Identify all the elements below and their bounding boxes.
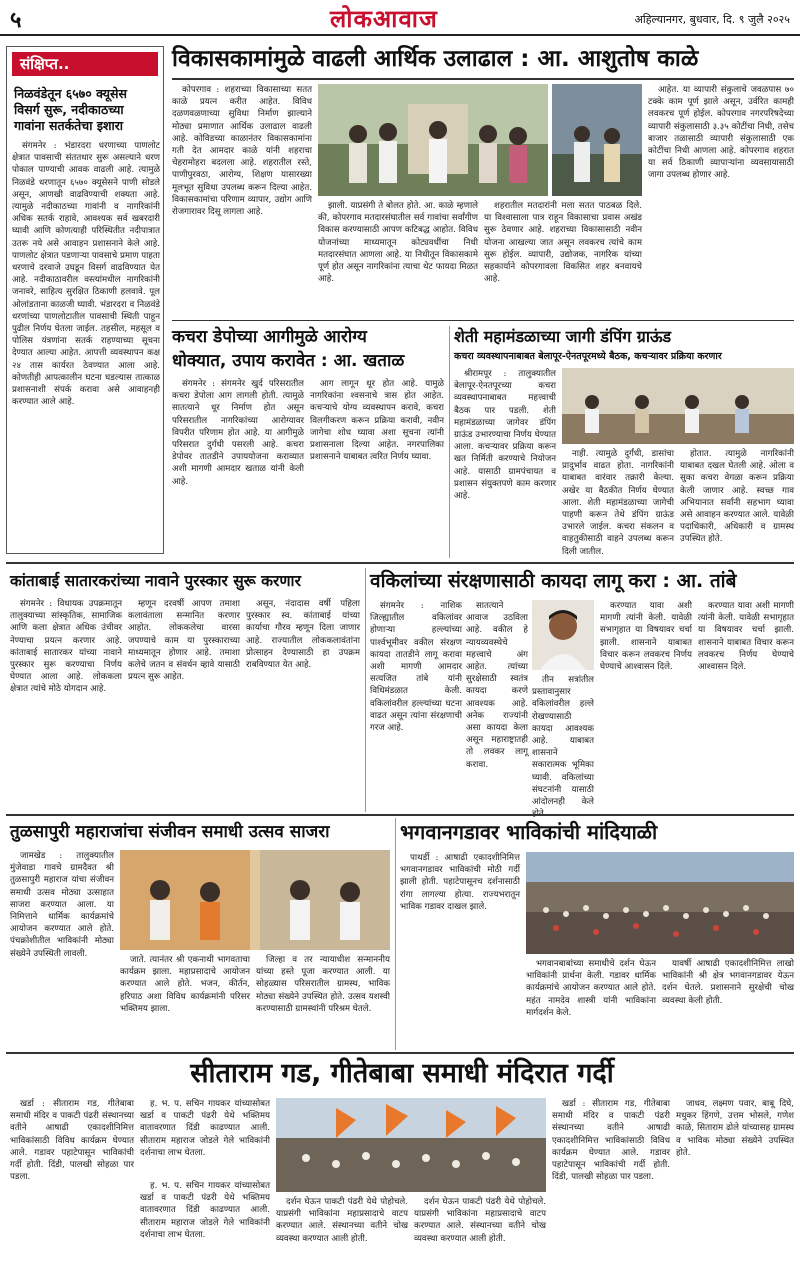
lead-photo: [318, 84, 548, 196]
bhagwan-col-2: [526, 958, 656, 1048]
lead-rule: [172, 78, 794, 80]
sitaram-col-3-text: दर्शन घेऊन पाकटी पंढरी येथे पोहोचले. याप्रसंगी भाविकांना महाप्रसादाचे वाटप करण्यात आले. संस्थानच्या वतीने चोख व्यवस्था करण्यात आली होती.: [276, 1197, 408, 1244]
kachara-col-1: [172, 378, 304, 556]
tulsa-photo: [120, 850, 390, 950]
brief-headline: [14, 86, 160, 134]
vakil-col-1-text: संगमनेर : नाशिक जिल्ह्यातील वकिलांवर होणाऱ्या हल्ल्यांच्या पार्श्वभूमीवर वकील संरक्षण कायदा तातडीने लागू करावा अशी मागणी आमदार सत्यजित तांबे यांनी विधिमंडळात केली. वकिलांवरील हल्ल्यांच्या घटना वाढत असून त्यांना संरक्षणाची गरज आहे.: [370, 601, 462, 734]
mla-portrait: [532, 600, 594, 670]
vakil-col-1: [370, 600, 462, 810]
kanta-col-2-text: म्हणून दरवर्षी आपण तमाशा कलावंताला सन्मानित करणार आहोत. लोककलेचा वारसा जपण्याचे काम या पुरस्काराच्या माध्यमातून होणार आहे. तमाशा कलेचे जतन व संवर्धन व्हावे यासाठी प्रयत्न सुरू आहेत.: [128, 599, 240, 683]
sitaram-photo: [276, 1098, 546, 1192]
kanta-col-2: [128, 598, 240, 810]
sheti-col-1: [454, 368, 556, 556]
lead-col-2: [318, 200, 478, 316]
sheti-col-3: [680, 448, 794, 556]
sheti-headline: शेती महामंडळाच्या जागी डंपिंग ग्राऊंड: [454, 327, 672, 346]
vakil-col-3: [532, 674, 594, 810]
tulsa-col-2-text: जाते. त्यानंतर श्री एकनाथी भागवताचा कार्यक्रम झाला. महाप्रसादाचे आयोजन करण्यात आले होते. भजन, कीर्तन, हरिपाठ अशा विविध कार्यक्रमांनी परिसर भक्तिमय झाला.: [120, 955, 250, 1014]
sheti-col-3-text: होतात. त्यामुळे नागरिकांनी याबाबत दखल घेतली आहे. ओला व सुका कचरा वेगळा करून प्रक्रिया केली जाणार आहे. स्वच्छ गाव अभियानात सर्वांनी सहभाग घ्यावा असे आवाहन करण्यात आले. यावेळी पदाधिकारी, अधिकारी व ग्रामस्थ उपस्थित होते.: [680, 449, 794, 545]
lead-col-4: [648, 84, 794, 316]
vakil-col-5: [698, 600, 794, 810]
tulsa-col-2: [120, 954, 250, 1048]
kachara-col-1-text: संगमनेर : संगमनेर खुर्द परिसरातील कचरा डेपोला आग लागली होती. त्यामुळे सातत्याने धूर निर्माण होत असून परिसरातील नागरिकांच्या आरोग्यावर विपरीत परिणाम होत आहे. या आगीमुळे परिसरात दुर्गंधी पसरली आहे. कचरा डेपोवर तातडीने उपाययोजना कराव्यात अशी मागणी आमदार खताळ यांनी केली आहे.: [172, 379, 304, 487]
kachara-headline-2: धोक्यात, उपाय करावेत : आ. खताळ: [172, 351, 405, 371]
sitaram-col-2b: [140, 1180, 270, 1264]
sitaram-col-3: [276, 1196, 408, 1264]
sitaram-col-1: [10, 1098, 134, 1264]
lead-col-2-text: झाली. याप्रसंगी ते बोलत होते. आ. काळे म्हणाले की, कोपरगाव मतदारसंघातील सर्व गावांचा सर्वांगीण विकास करण्यासाठी आपण कटिबद्ध आहोत. विविध योजनांच्या माध्यमातून कोट्यवधींचा निधी मतदारसंघात आणला आहे. या निधीतून विकासकामे पूर्ण होत असून नागरिकांना त्याचा थेट फायदा मिळत आहे.: [318, 201, 478, 285]
kachara-col-2: [310, 378, 444, 556]
vakil-col-4: [600, 600, 692, 810]
brief-headline-line-2: विसर्ग सुरू, नदीकाठच्या: [14, 102, 124, 117]
tulsa-col-1-text: जामखेड : तालुक्यातील मुंजेवाडा गावचे ग्रामदैवत श्री तुळसापुरी महाराज यांचा संजीवन समाधी उत्सव मोठ्या उत्साहात साजरा करण्यात आला. या निमित्ताने धार्मिक कार्यक्रमांचे आयोजन करण्यात आले होते. पंचक्रोशीतील भाविकांनी मोठ्या संख्येने उपस्थिती लावली.: [10, 851, 114, 959]
bhagwan-col-3: [662, 958, 794, 1048]
kanta-col-3-text: असून, नंदादास वर्षी पहिला पुरस्कार स्व. कांताबाई यांच्या कार्याचा गौरव म्हणून दिला जाणार आहे. राज्यातील लोककलावंतांना प्रोत्साहन देण्यासाठी हा उपक्रम राबविण्यात येत आहे.: [246, 599, 360, 671]
vakil-col-4-text: करण्यात यावा अशी मागणी त्यांनी केली. यावेळी सभागृहात या विषयावर चर्चा झाली. शासनाने याबाबत विचार करून लवकरच निर्णय घेण्याचे आश्वासन दिले.: [600, 601, 692, 673]
bhagwan-col-2-text: भगवानबाबांच्या समाधीचे दर्शन घेऊन भाविकांनी प्रार्थना केली. गडावर धार्मिक कार्यक्रमांचे आयोजन करण्यात आले होते. महंत नामदेव शास्त्री यांनी भाविकांना मार्गदर्शन केले.: [526, 959, 656, 1018]
lead-col-3-text: शहरातील मतदारांनी मला सतत पाठबळ दिले. या विश्वासाला पात्र राहून विकासाचा प्रवास अखंड सुरू ठेवणार आहे. शहराच्या विकासासाठी नवीन योजना आखल्या जात असून लवकरच त्यांचे काम सुरू होईल. व्यापारी, उद्योजक, नागरिक यांच्या सहकार्याने कोपरगावला विकसित शहर बनवायचे आहे.: [484, 201, 642, 285]
kanta-col-3: [246, 598, 360, 810]
sheti-photo: [562, 368, 794, 444]
sitaram-col-3b: [414, 1196, 546, 1264]
bhagwan-photo: [526, 852, 794, 954]
sitaram-col-1-text: खर्डा : सीताराम गड, गीतेबाबा समाधी मंदिर व पाकटी पंढरी संस्थानच्या वतीने आषाढी एकादशीनिमित्त भाविकांसाठी विविध कार्यक्रम घेण्यात आले. गडावर पहाटेपासून भाविकांची गर्दी होती. दिंडी, पालखी सोहळा पार पडला.: [10, 1099, 134, 1183]
lead-col-3: [484, 200, 642, 316]
sitaram-headline: सीताराम गड, गीतेबाबा समाधी मंदिरात गर्दी: [190, 1058, 614, 1089]
sitaram-col-5-text: जाधव, लक्ष्मण पवार, बाबू दिघे, मधुकर हिंगणे, उत्तम भोसले, गणेश काळे, सिताराम ढोले यांच्यासह ग्रामस्थ व भाविक मोठ्या संख्येने उपस्थित होते.: [676, 1099, 794, 1158]
sitaram-col-4-text: खर्डा : सीताराम गड, गीतेबाबा समाधी मंदिर व पाकटी पंढरी संस्थानच्या वतीने आषाढी एकादशीनिमित्त भाविकांसाठी विविध कार्यक्रम घेण्यात आले. गडावर पहाटेपासून भाविकांची गर्दी होती. दिंडी, पालखी सोहळा पार पडला.: [552, 1099, 670, 1183]
tulsa-col-1: [10, 850, 114, 1048]
sitaram-col-5: [676, 1098, 794, 1264]
sheti-col-1-text: श्रीरामपूर : तालुक्यातील बेलापूर-ऐनतपूरच्या कचरा व्यवस्थापनाबाबत महत्त्वाची बैठक पार पडली. शेती महामंडळाच्या जागेवर डंपिंग ग्राऊंड उभारण्याचा निर्णय घेण्यात आला. कचऱ्यावर प्रक्रिया करून खत निर्मिती करण्याचे नियोजन आहे. यासाठी ग्रामपंचायत व प्रशासन संयुक्तपणे काम करणार आहे.: [454, 369, 556, 502]
column-divider-2: [365, 568, 366, 812]
sitaram-col-4: [552, 1098, 670, 1264]
sitaram-col-3b-text: दर्शन घेऊन पाकटी पंढरी येथे पोहोचले. याप्रसंगी भाविकांना महाप्रसादाचे वाटप करण्यात आले. संस्थानच्या वतीने चोख व्यवस्था करण्यात आली होती.: [414, 1197, 546, 1244]
lead-col-1-text: कोपरगाव : शहराच्या विकासाच्या सतत काळे प्रयत्न करीत आहेत. विविध दळणवळणाच्या सुविधा निर्माण झाल्याने मोठ्या प्रमाणात आर्थिक उलाढाल वाढली आहे. कोविडच्या काळानंतर विकासकामांना गती देत आमदार काळे यांनी शहराचा चेहरामोहरा बदलला आहे. शहरातील रस्ते, पाणीपुरवठा, आरोग्य, शिक्षण यासारख्या मूलभूत सुविधा उपलब्ध करून दिल्या आहेत. विकासकामांचा परिणाम व्यापार, उद्योग आणि रोजगारावर दिसू लागला आहे.: [172, 85, 312, 218]
section-rule-4: [6, 1052, 794, 1054]
column-divider: [449, 326, 450, 558]
bhagwan-headline: भगवानगडावर भाविकांची मांदियाळी: [400, 820, 658, 844]
dateline: अहिल्यानगर, बुधवार, दि. ९ जुलै २०२५: [634, 13, 790, 26]
brief-headline-line-3: गावांना सतर्कतेचा इशारा: [14, 118, 124, 133]
kachara-col-2-text: आग लागून धूर होत आहे. यामुळे नागरिकांना श्वसनाचे त्रास होत आहेत. कचऱ्याचे योग्य व्यवस्थापन करावे, कचरा विलगीकरण करून प्रक्रिया करावी, नवीन जागेचा शोध घ्यावा अशा सूचना त्यांनी प्रशासनाला दिल्या आहेत. नगरपालिका प्रशासनाने याबाबत त्वरित निर्णय घ्यावा.: [310, 379, 444, 463]
vakil-col-5-text: करण्यात यावा अशी मागणी त्यांनी केली. यावेळी सभागृहात या विषयावर चर्चा झाली. शासनाने याबाबत विचार करून लवकरच निर्णय घेण्याचे आश्वासन दिले.: [698, 601, 794, 673]
kanta-col-1: [10, 598, 122, 810]
kanta-col-1-text: संगमनेर : विधायक उपक्रमातून तालुक्याच्या सांस्कृतिक, सामाजिक आणि कला क्षेत्रात अधिक उंचीवर नेण्याचा प्रयत्न करणार आहे. कांताबाई सातारकर यांच्या नावाने पुरस्कार सुरू करण्याचा निर्णय घेण्यात आला आहे. लोककला क्षेत्रात त्यांचे मोठे योगदान आहे.: [10, 599, 122, 695]
sitaram-col-2-text: ह. भ. प. सचिन गायकर यांच्यासोबत खर्डा व पाकटी पंढरी येथे भक्तिमय वातावरणात दिंडी काढण्यात आली. सीताराम महाराज जोडले गेले भाविकांनी दर्शनाचा लाभ घेतला.: [140, 1099, 270, 1158]
page-number: ५: [10, 8, 22, 33]
lead-photo-2: [552, 84, 642, 196]
newspaper-logo: लोकआवाज: [330, 5, 438, 33]
vakil-col-2: [466, 600, 528, 810]
vakil-col-2-text: सातत्याने आवाज उठविला आहे. वकील हे न्यायव्यवस्थेचे महत्त्वाचे अंग आहेत. त्यांच्या सुरक्षेसाठी स्वतंत्र कायदा करणे आवश्यक आहे. अनेक राज्यांनी असा कायदा केला असून महाराष्ट्रातही तो लवकर लागू करावा.: [466, 601, 528, 770]
masthead: [0, 0, 800, 36]
bhagwan-col-1-text: पाथर्डी : आषाढी एकादशीनिमित्त भगवानगडावर भाविकांची मोठी गर्दी झाली होती. पहाटेपासूनच दर्शनासाठी रांगा लागल्या होत्या. राज्यभरातून भाविक गडावर दाखल झाले.: [400, 853, 520, 912]
vakil-col-3-text: तीन सत्रांतील प्रस्तावानुसार वकिलांवरील हल्ले रोखण्यासाठी कायदा आवश्यक आहे. याबाबत शासनाने सकारात्मक भूमिका घ्यावी. वकिलांच्या संघटनांनी यासाठी आंदोलनही केले: [532, 675, 594, 808]
sheti-col-2: [562, 448, 674, 556]
sitaram-col-2b-text: ह. भ. प. सचिन गायकर यांच्यासोबत खर्डा व पाकटी पंढरी येथे भक्तिमय वातावरणात दिंडी काढण्यात आली. सीताराम महाराज जोडले गेले भाविकांनी दर्शनाचा लाभ घेतला.: [140, 1181, 270, 1240]
brief-label: संक्षिप्त..: [12, 52, 158, 76]
brief-headline-line-1: निळवंडेतून ६५७० क्यूसेस: [14, 86, 127, 101]
kachara-headline-1: कचरा डेपोच्या आगीमुळे आरोग्य: [172, 327, 367, 347]
section-rule-2: [6, 562, 794, 564]
tulsa-col-3: [256, 954, 390, 1048]
lead-headline: विकासकामांमुळे वाढली आर्थिक उलाढाल : आ. आशुतोष काळे: [172, 46, 699, 72]
sheti-subhead: कचरा व्यवस्थापनाबाबत बेलापूर-ऐनतपूरमध्ये बैठक, कचऱ्यावर प्रक्रिया करणार: [454, 351, 722, 362]
lead-col-1: [172, 84, 312, 316]
brief-body-text: संगमनेर : भंडारदरा धरणाच्या पाणलोट क्षेत्रात पावसाची संततधार सुरू असल्याने धरण पोकाल पाण्याची आवक वाढली आहे. त्यामुळे निळवंडे धरणातून ६५७० क्यूसेसने पाणी सोडले असून, आणखी वाढविण्याची शक्यता आहे. त्यामुळे नदीकाठच्या गावांनी व नागरिकांनी अधिक सतर्क राहावे, आवश्यक सर्व खबरदारी घ्यावी आणि कोणत्याही परिस्थितीत नदीपात्रात उतरू नये असे आवाहन प्रशासनाने केले आहे. पाणलोट क्षेत्रात पडणाऱ्या पावसाचे प्रमाण पाहता धरणाचे दरवाजे उघडून विसर्ग वाढविण्यात येत आहे. नदीकाठावरील वस्त्यांमधील नागरिकांनी जनावरे, साहित्य सुरक्षित ठिकाणी हलवावे. पूल ओलांडताना काळजी घ्यावी. भंडारदरा व निळवंडे धरणांच्या पाणलोटातील पावसाची स्थिती पाहून पुढील निर्णय घेतला जाईल. तहसील, महसूल व पोलिस यंत्रणांना सतर्क राहण्याच्या सूचना देण्यात आल्या आहेत. आपत्ती व्यवस्थापन कक्ष २४ तास कार्यरत ठेवण्यात आला आहे. कोणतीही आपत्कालीन घटना घडल्यास तात्काळ प्रशासनाशी संपर्क करावा असे आवाहनही करण्यात आले आहे.: [12, 141, 160, 408]
section-rule-3: [6, 814, 794, 816]
section-rule-1: [172, 320, 794, 321]
tulsa-col-3-text: जिल्हा व तर न्यायाधीश सन्माननीय यांच्या हस्ते पूजा करण्यात आली. या सोहळ्यास परिसरातील ग्रामस्थ, भाविक मोठ्या संख्येने उपस्थित होते. उत्सव यशस्वी करण्यासाठी ग्रामस्थांनी परिश्रम घेतले.: [256, 955, 390, 1014]
lead-col-4-text: आहेत. या व्यापारी संकुलाचे जवळपास ७० टक्के काम पूर्ण झाले असून, उर्वरित कामही लवकरच पूर्ण होईल. कोपरगाव नगरपरिषदेच्या व्यापारी संकुलासाठी ३.३५ कोटींचा निधी, तसेच बाजार तळासाठी व्यापारी संकुलासाठी एक कोटींचा निधी आणला आहे. कोपरगाव शहरात या सर्व ठिकाणी व्यापाऱ्यांना व्यवसायासाठी जागा उपलब्ध होणार आहे.: [648, 85, 794, 181]
sheti-col-2-text: नाही. त्यामुळे दुर्गंधी, डासांचा प्रादुर्भाव वाढत होता. नागरिकांनी याबाबत वारंवार तक्रारी केल्या. अखेर या बैठकीत निर्णय घेण्यात आला. शेती महामंडळाच्या जागेची पाहणी करून तेथे डंपिंग ग्राऊंड उभारले जाईल. कचरा संकलन व वाहतुकीसाठी वाहने उपलब्ध करून दिली जातील.: [562, 449, 674, 557]
brief-body: [12, 140, 160, 548]
sitaram-col-2: [140, 1098, 270, 1176]
bhagwan-col-3-text: यावर्षी आषाढी एकादशीनिमित्त लाखो भाविकांनी श्री क्षेत्र भगवानगडावर येऊन दर्शन घेतले. प्रशासनाने सुरक्षेची चोख व्यवस्था केली होती.: [662, 959, 794, 1006]
bhagwan-col-1: [400, 852, 520, 1048]
kanta-headline: कांताबाई सातारकरांच्या नावाने पुरस्कार सुरू करणार: [10, 572, 301, 590]
vakil-headline: वकिलांच्या संरक्षणासाठी कायदा लागू करा : आ. तांबे: [370, 570, 737, 592]
column-divider-3: [395, 818, 396, 1050]
tulsa-headline: तुळसापुरी महाराजांचा संजीवन समाधी उत्सव साजरा: [10, 822, 330, 842]
